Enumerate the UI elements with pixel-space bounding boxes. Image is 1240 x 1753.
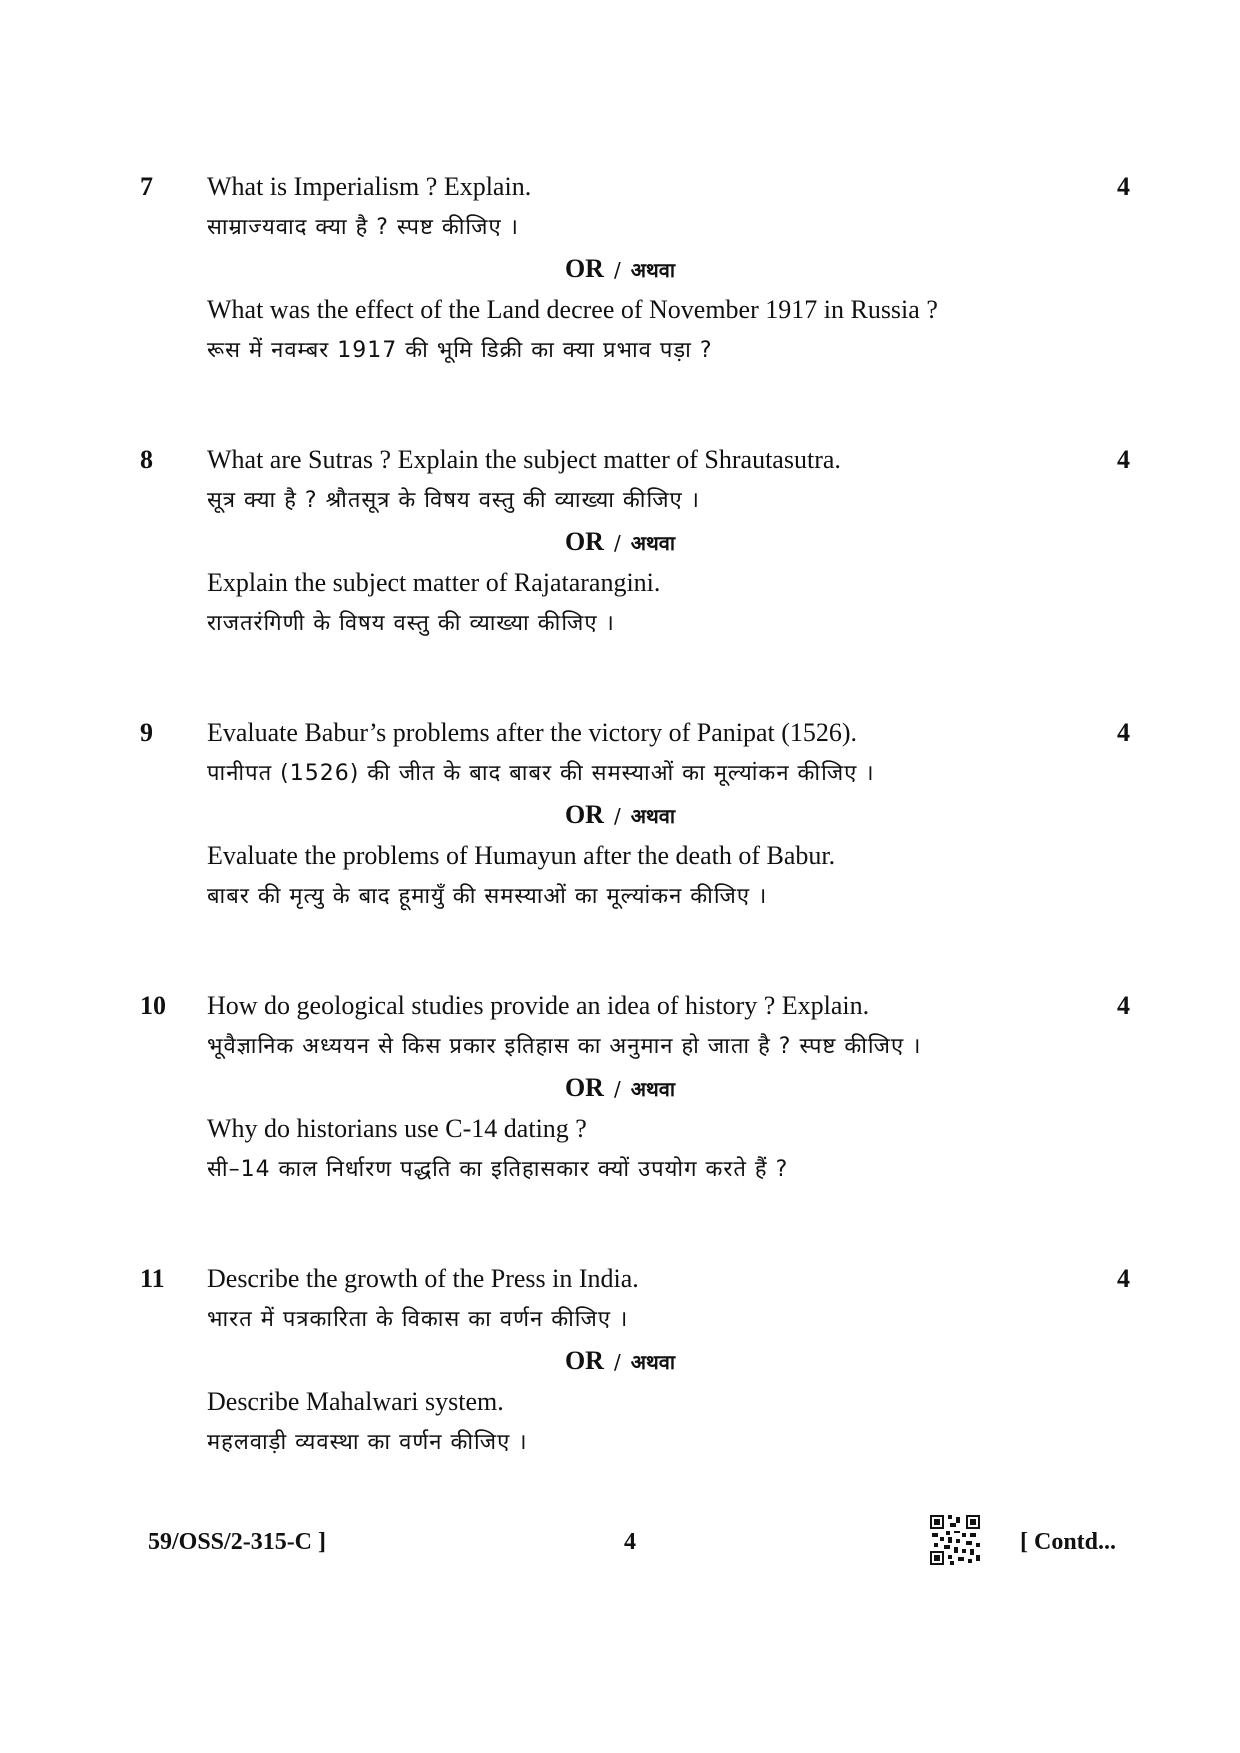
question-text-hi: भारत में पत्रकारिता के विकास का वर्णन कीजिए ।: [207, 1307, 629, 1332]
or-separator: [0, 527, 1240, 558]
alternate-question-en: Describe Mahalwari system.: [207, 1387, 504, 1416]
or-label: OR: [564, 1346, 604, 1375]
question-marks: 4: [1117, 718, 1130, 747]
question-number: 8: [140, 445, 153, 474]
question-text-en: Describe the growth of the Press in India.: [207, 1264, 639, 1293]
question-number: 11: [140, 1264, 165, 1293]
qr-code-icon: [930, 1515, 980, 1565]
question-number: 7: [140, 172, 153, 201]
or-separator: [0, 800, 1240, 831]
or-separator: [0, 1346, 1240, 1377]
or-label-hi: अथवा: [630, 531, 676, 555]
question-number: 9: [140, 718, 153, 747]
alternate-question-en: Explain the subject matter of Rajatarangini.: [207, 568, 661, 597]
or-slash: /: [613, 531, 621, 555]
question-text-hi: पानीपत (1526) की जीत के बाद बाबर की समस्याओं का मूल्यांकन कीजिए ।: [207, 761, 875, 786]
or-label: OR: [564, 254, 604, 283]
or-label-hi: अथवा: [630, 804, 676, 828]
or-label-hi: अथवा: [630, 258, 676, 282]
continued-label: [ Contd...: [1020, 1529, 1117, 1555]
or-separator: [0, 254, 1240, 285]
alternate-question-hi: सी–14 काल निर्धारण पद्धति का इतिहासकार क्यों उपयोग करते हैं ?: [207, 1157, 789, 1182]
question-text-en: What are Sutras ? Explain the subject matter of Shrautasutra.: [207, 445, 841, 474]
alternate-question-en: Why do historians use C-14 dating ?: [207, 1114, 587, 1143]
or-slash: /: [613, 258, 621, 282]
page-footer: [0, 1527, 1240, 1567]
alternate-question-hi: राजतरंगिणी के विषय वस्तु की व्याख्या कीजिए ।: [207, 611, 615, 636]
question-text-hi: साम्राज्यवाद क्या है ? स्पष्ट कीजिए ।: [207, 215, 519, 240]
paper-code: 59/OSS/2-315-C ]: [148, 1529, 327, 1555]
alternate-question-en: Evaluate the problems of Humayun after the death of Babur.: [207, 841, 836, 870]
question-number: 10: [140, 991, 166, 1020]
or-label: OR: [564, 1073, 604, 1102]
or-slash: /: [613, 1350, 621, 1374]
or-label-hi: अथवा: [630, 1350, 676, 1374]
alternate-question-hi: रूस में नवम्बर 1917 की भूमि डिक्री का क्या प्रभाव पड़ा ?: [207, 338, 713, 363]
or-slash: /: [613, 1077, 621, 1101]
question-marks: 4: [1117, 172, 1130, 201]
question-text-en: How do geological studies provide an idea of history ? Explain.: [207, 991, 870, 1020]
alternate-question-en: What was the effect of the Land decree of November 1917 in Russia ?: [207, 295, 938, 324]
page-number: 4: [624, 1529, 636, 1555]
question-marks: 4: [1117, 991, 1130, 1020]
or-label: OR: [564, 527, 604, 556]
question-text-hi: भूवैज्ञानिक अध्ययन से किस प्रकार इतिहास का अनुमान हो जाता है ? स्पष्ट कीजिए ।: [207, 1034, 922, 1059]
or-label-hi: अथवा: [630, 1077, 676, 1101]
question-marks: 4: [1117, 1264, 1130, 1293]
or-slash: /: [613, 804, 621, 828]
question-text-hi: सूत्र क्या है ? श्रौतसूत्र के विषय वस्तु की व्याख्या कीजिए ।: [207, 488, 701, 513]
alternate-question-hi: बाबर की मृत्यु के बाद हूमायुँ की समस्याओं का मूल्यांकन कीजिए ।: [207, 884, 768, 909]
alternate-question-hi: महलवाड़ी व्यवस्था का वर्णन कीजिए ।: [207, 1430, 528, 1455]
question-marks: 4: [1117, 445, 1130, 474]
question-text-en: Evaluate Babur’s problems after the victory of Panipat (1526).: [207, 718, 858, 747]
or-separator: [0, 1073, 1240, 1104]
question-text-en: What is Imperialism ? Explain.: [207, 172, 532, 201]
or-label: OR: [564, 800, 604, 829]
